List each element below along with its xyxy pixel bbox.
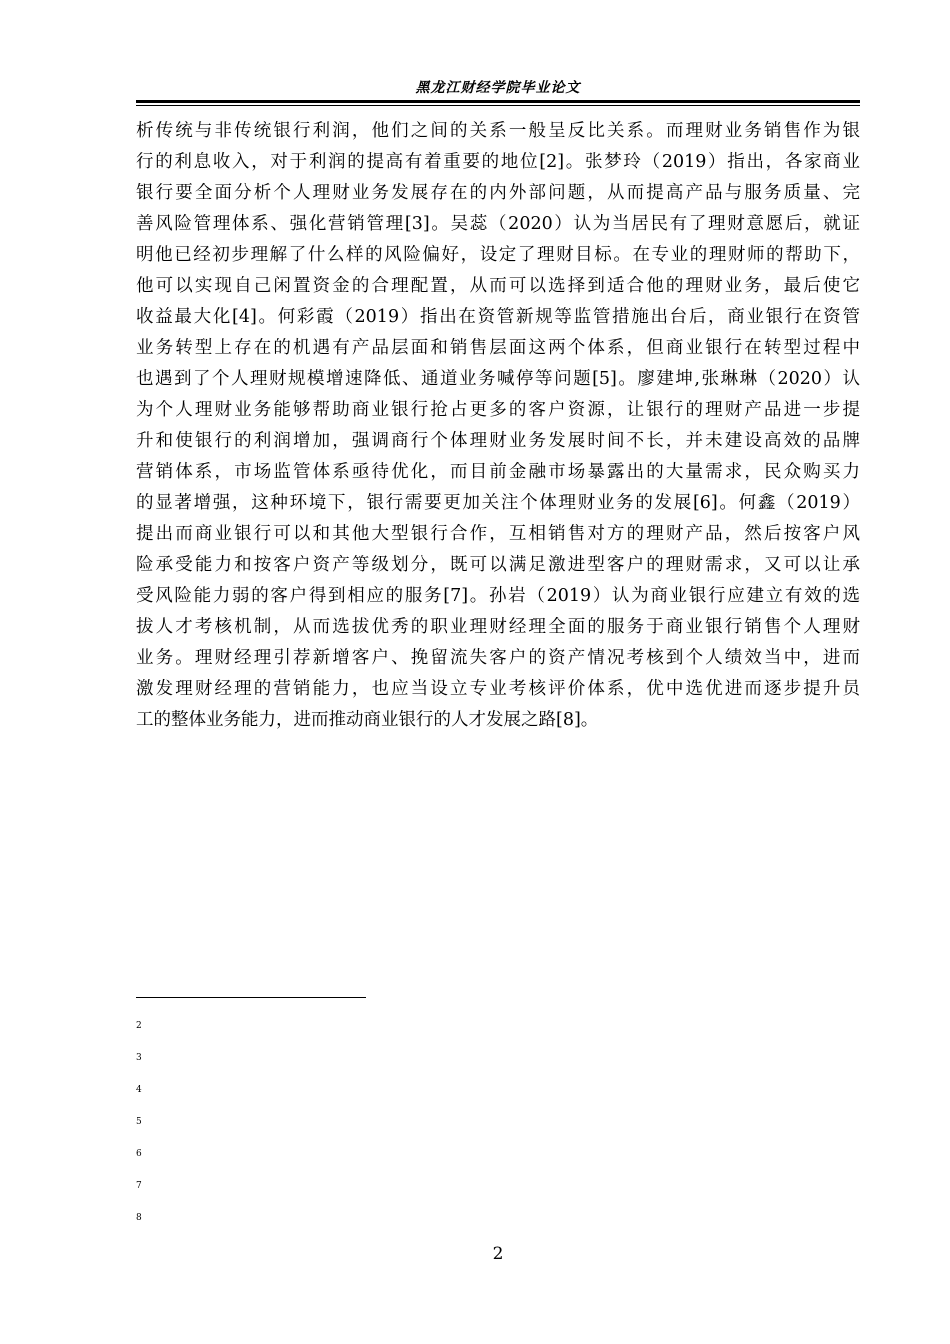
body-line-11: 升和使银行的利润增加，强调商行个体理财业务发展时间不长，并未建设高效的品牌 <box>136 431 860 451</box>
body-line-18: 业务。理财经理引荐新增客户、挽留流失客户的资产情况考核到个人绩效当中，进而 <box>136 648 860 668</box>
body-line-17: 拔人才考核机制，从而选拔优秀的职业理财经理全面的服务于商业银行销售个人理财 <box>136 617 860 637</box>
footnote-separator <box>136 997 366 998</box>
header-rule-thick <box>136 100 860 103</box>
body-line-14: 提出而商业银行可以和其他大型银行合作，互相销售对方的理财产品，然后按客户风 <box>136 524 860 544</box>
body-line-2: 行的利息收入，对于利润的提高有着重要的地位[2]。张梦玲（2019）指出，各家商业 <box>136 152 860 172</box>
footnote-marker: 7 <box>136 1181 142 1191</box>
footnote-marker: 8 <box>136 1213 142 1223</box>
header-rule-thin <box>136 105 860 106</box>
footnote-list <box>136 1016 436 1240</box>
footnote-marker: 3 <box>136 1053 142 1063</box>
body-line-13: 的显著增强，这种环境下，银行需要更加关注个体理财业务的发展[6]。何鑫（2019） <box>136 493 860 513</box>
body-line-20: 工的整体业务能力，进而推动商业银行的人才发展之路[8]。 <box>136 710 599 730</box>
body-line-7: 收益最大化[4]。何彩霞（2019）指出在资管新规等监管措施出台后，商业银行在资管 <box>136 307 860 327</box>
footnote-marker: 2 <box>136 1021 142 1031</box>
body-line-8: 业务转型上存在的机遇有产品层面和销售层面这两个体系，但商业银行在转型过程中 <box>136 338 860 358</box>
body-line-16: 受风险能力弱的客户得到相应的服务[7]。孙岩（2019）认为商业银行应建立有效的选 <box>136 586 860 606</box>
body-line-4: 善风险管理体系、强化营销管理[3]。吴蕊（2020）认为当居民有了理财意愿后，就证 <box>136 214 860 234</box>
body-line-1: 析传统与非传统银行利润，他们之间的关系一般呈反比关系。而理财业务销售作为银 <box>136 121 860 141</box>
body-line-6: 他可以实现自己闲置资金的合理配置，从而可以选择到适合他的理财业务，最后使它 <box>136 276 860 296</box>
page-number: 2 <box>492 1244 504 1264</box>
body-line-5: 明他已经初步理解了什么样的风险偏好，设定了理财目标。在专业的理财师的帮助下， <box>136 245 860 265</box>
body-line-9: 也遇到了个人理财规模增速降低、通道业务喊停等问题[5]。廖建坤,张琳琳（2020）认 <box>136 369 860 389</box>
running-header-title: 黑龙江财经学院毕业论文 <box>415 80 581 96</box>
body-line-10: 为个人理财业务能够帮助商业银行抢占更多的客户资源，让银行的理财产品进一步提 <box>136 400 860 420</box>
body-line-19: 激发理财经理的营销能力，也应当设立专业考核评价体系，优中选优进而逐步提升员 <box>136 679 860 699</box>
footnote-marker: 5 <box>136 1117 142 1127</box>
body-line-15: 险承受能力和按客户资产等级划分，既可以满足激进型客户的理财需求，又可以让承 <box>136 555 860 575</box>
footnote-marker: 6 <box>136 1149 142 1159</box>
body-line-3: 银行要全面分析个人理财业务发展存在的内外部问题，从而提高产品与服务质量、完 <box>136 183 860 203</box>
footnote-marker: 4 <box>136 1085 142 1095</box>
body-paragraph <box>136 116 860 736</box>
body-line-12: 营销体系，市场监管体系亟待优化，而目前金融市场暴露出的大量需求，民众购买力 <box>136 462 860 482</box>
